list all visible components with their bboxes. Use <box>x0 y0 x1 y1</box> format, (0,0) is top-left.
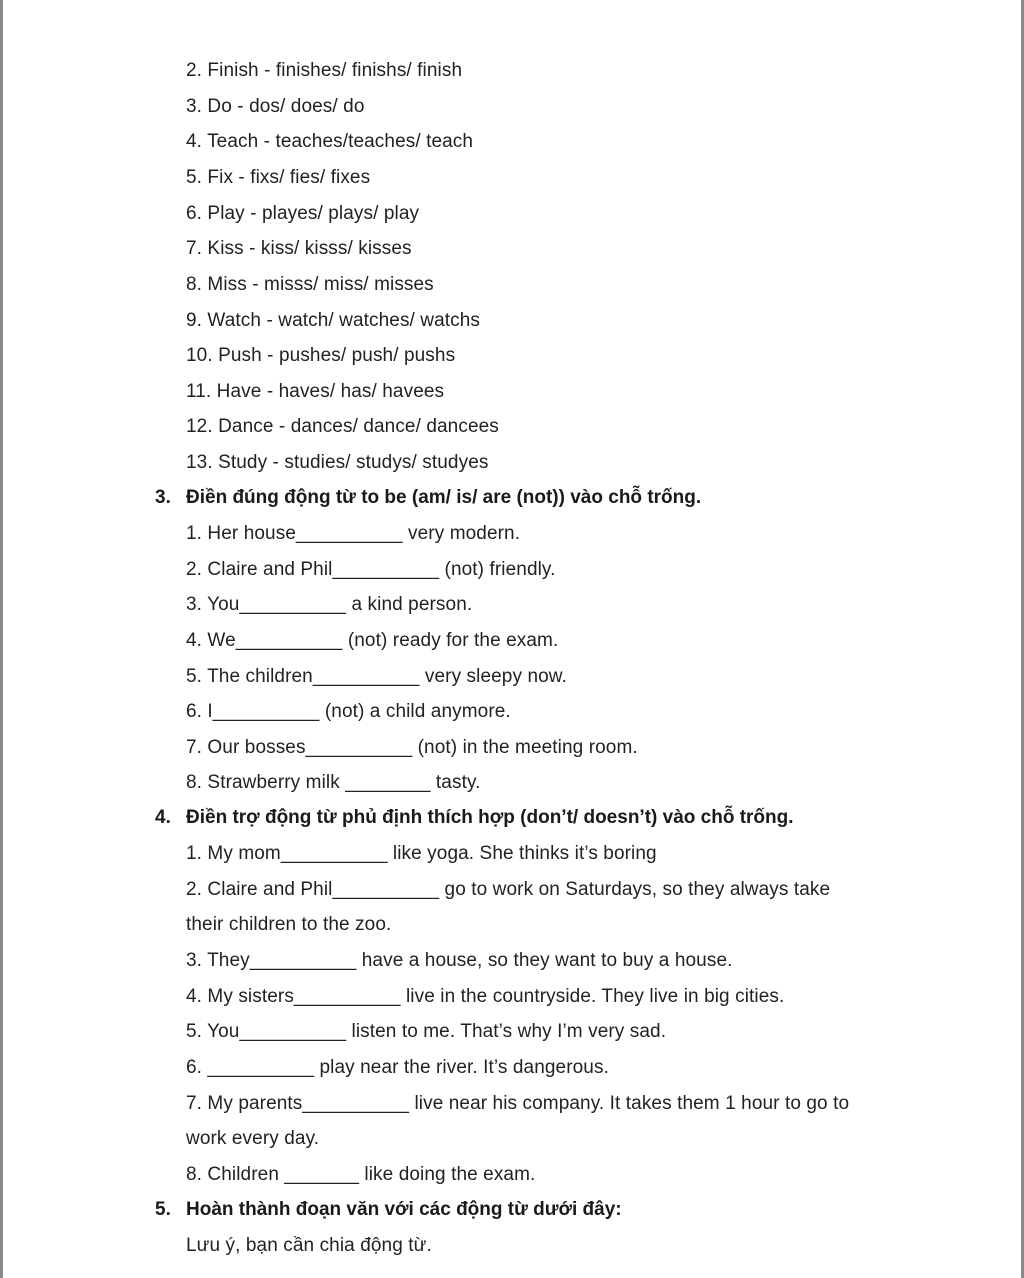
section2-item: 6. Play - playes/ plays/ play <box>186 203 420 224</box>
section3-item: 6. I__________ (not) a child anymore. <box>186 701 511 722</box>
section4-line: 7. My parents__________ live near his company. It takes them 1 hour to go to <box>186 1093 850 1114</box>
section3-item: 2. Claire and Phil__________ (not) friendly. <box>186 559 556 580</box>
section4-line: 3. They__________ have a house, so they want to buy a house. <box>186 950 733 971</box>
section4-line: 4. My sisters__________ live in the countryside. They live in big cities. <box>186 986 785 1007</box>
section4-line: 8. Children _______ like doing the exam. <box>186 1164 536 1185</box>
section2-item: 9. Watch - watch/ watches/ watchs <box>186 310 481 331</box>
section2-item: 12. Dance - dances/ dance/ dancees <box>186 416 499 437</box>
section3-item: 5. The children__________ very sleepy now. <box>186 666 567 687</box>
section3-item: 3. You__________ a kind person. <box>186 594 473 615</box>
section2-item: 10. Push - pushes/ push/ pushs <box>186 345 456 366</box>
section4-line: work every day. <box>186 1128 320 1149</box>
section4-line: 2. Claire and Phil__________ go to work on Saturdays, so they always take <box>186 879 831 900</box>
section4-heading <box>0 806 1024 830</box>
section4-line: 6. __________ play near the river. It’s dangerous. <box>186 1057 609 1078</box>
section2-item: 13. Study - studies/ studys/ studyes <box>186 452 489 473</box>
section5-heading <box>0 1198 1024 1222</box>
section4-number: 4. <box>155 807 171 828</box>
section5-title: Hoàn thành đoạn văn với các động từ dưới đây: <box>186 1199 622 1220</box>
section3-item: 4. We__________ (not) ready for the exam. <box>186 630 559 651</box>
section2-item: 5. Fix - fixs/ fies/ fixes <box>186 167 371 188</box>
section3-item: 1. Her house__________ very modern. <box>186 523 521 544</box>
section3-title: Điền đúng động từ to be (am/ is/ are (not)) vào chỗ trống. <box>186 487 702 508</box>
section2-item: 3. Do - dos/ does/ do <box>186 96 365 117</box>
section3-heading <box>0 486 1024 510</box>
section2-item: 4. Teach - teaches/teaches/ teach <box>186 131 474 152</box>
section2-item: 11. Have - haves/ has/ havees <box>186 381 445 402</box>
section4-line: their children to the zoo. <box>186 914 392 935</box>
section4-line: 1. My mom__________ like yoga. She thinks it’s boring <box>186 843 657 864</box>
section2-item: 2. Finish - finishes/ finishs/ finish <box>186 60 463 81</box>
section3-number: 3. <box>155 487 171 508</box>
section5-note: Lưu ý, bạn cần chia động từ. <box>186 1235 432 1256</box>
section2-item: 7. Kiss - kiss/ kisss/ kisses <box>186 238 412 259</box>
section3-item: 7. Our bosses__________ (not) in the meeting room. <box>186 737 638 758</box>
section4-line: 5. You__________ listen to me. That’s why I’m very sad. <box>186 1021 667 1042</box>
section3-item: 8. Strawberry milk ________ tasty. <box>186 772 481 793</box>
section5-number: 5. <box>155 1199 171 1220</box>
section2-item: 8. Miss - misss/ miss/ misses <box>186 274 434 295</box>
section4-title: Điền trợ động từ phủ định thích hợp (don’t/ doesn’t) vào chỗ trống. <box>186 807 794 828</box>
